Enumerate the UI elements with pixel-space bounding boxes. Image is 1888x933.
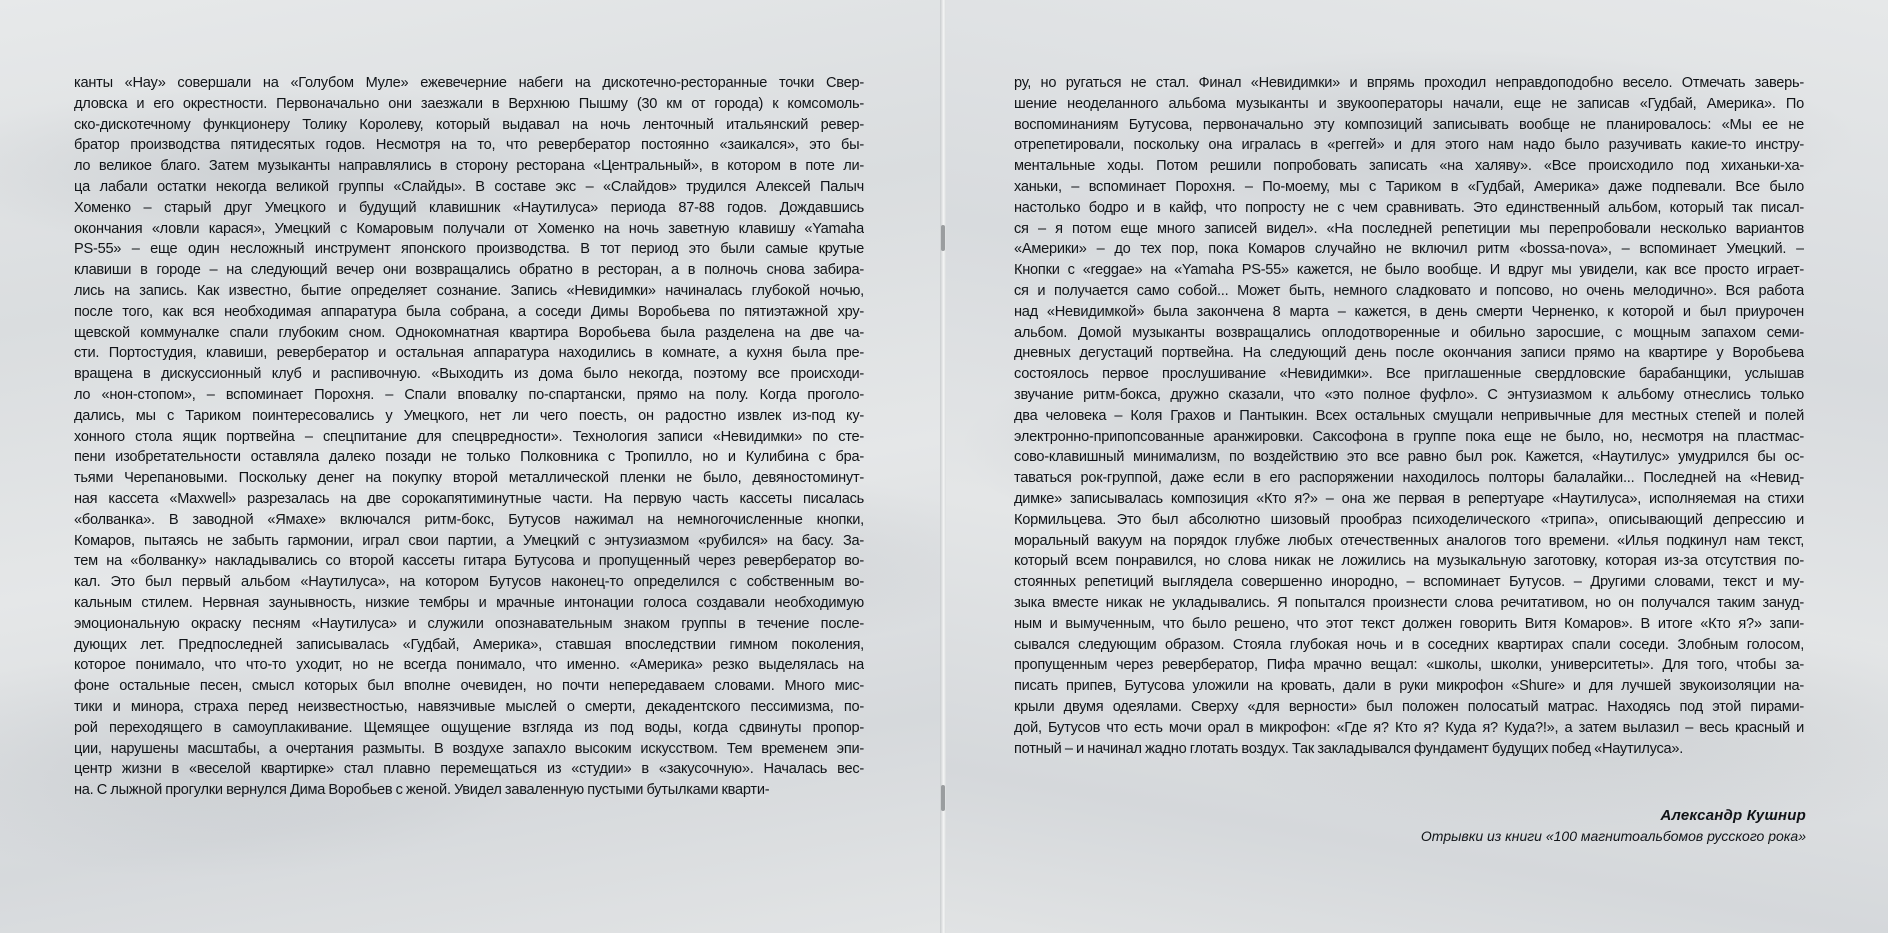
text-line: ся и получается само собой... Может быть, немного сладковато и попсово, но очень мелодично». Вся работа	[1014, 282, 1804, 299]
text-line: альбом. Домой музыканты возвращались оплодотворенные и обильно заросшие, с мощным запахом семи-	[1014, 324, 1804, 341]
text-line: дующих лет. Предпоследней записывалась «Гудбай, Америка», ставшая впоследствии гимном поколения,	[74, 636, 864, 653]
text-line: окончания «ловли карася», Умецкий с Комаровым получали от Хоменко на ночь заветную клавишу «Yamaha	[74, 220, 864, 237]
article-source: Отрывки из книги «100 магнитоальбомов русского рока»	[1420, 828, 1806, 844]
text-line: писать припев, Бутусова уложили на кровать, дали в руки микрофон «Shure» и для лучшей звукоизоляции на-	[1014, 678, 1804, 695]
text-line: пропущенным через ревербератор, Пифа мрачно вещал: «школы, школки, университеты». Для того, чтобы за-	[1014, 657, 1804, 674]
text-line: воспоминаниям Бутусова, первоначально эту композиций записывать вообще не планировалось: «Мы ее не	[1014, 116, 1804, 133]
text-line: Хоменко – старый друг Умецкого и будущий клавишник «Наутилуса» периода 87-88 годов. Дождавшись	[74, 199, 864, 216]
text-line: ца лабали остатки некогда великой группы «Слайды». В составе экс – «Слайдов» трудился Алексей Палыч	[74, 178, 864, 195]
text-line: сывался следующим образом. Стояла глубокая ночь и в соседних квартирах спали соседи. Злобным голосом,	[1014, 636, 1804, 653]
staple-bottom	[941, 785, 945, 811]
text-line: Кнопки с «reggae» на «Yamaha PS-55» кажется, не было вообще. И вдруг мы увидели, как все просто играет-	[1014, 262, 1804, 279]
text-line: ханьки, – вспоминает Порохня. – По-моему, мы с Тариком в «Гудбай, Америка» даже подпевали. Все было	[1014, 178, 1804, 195]
text-line: ся – я потом еще много записей видел». «На последней репетиции мы перепробовали несколько вариантов	[1014, 220, 1804, 237]
text-line: вращена в дискуссионный клуб и распивочную. «Выходить из дома было некогда, поэтому все происходи-	[74, 366, 864, 383]
text-line: тики и минора, страха перед неизвестностью, навязчивые мыслей о смерти, декадентского пессимизма, по-	[74, 698, 864, 715]
text-line: клавиши в городе – на следующий вечер они возвращались обратно в ресторан, а в полночь снова забира-	[74, 262, 864, 279]
text-line: который всем понравился, но слова никак не ложились на музыкальную заготовку, которая из-за отсутствия по-	[1014, 553, 1804, 570]
text-line: шение неоделанного альбома музыканты и звукооператоры начали, еще не записав «Гудбай, Америка». По	[1014, 95, 1804, 112]
text-line: канты «Нау» совершали на «Голубом Муле» ежевечерние набеги на дискотечно-ресторанные точки Свер-	[74, 75, 864, 91]
text-line: звучание ритм-бокса, дружно сказали, что «это полное фуфло». С энтузиазмом к альбому отнеслись только	[1014, 386, 1804, 403]
text-line: над «Невидимкой» была закончена 8 марта – кажется, в день смерти Черненко, к которой и был приурочен	[1014, 303, 1804, 320]
text-line: потный – и начинал жадно глотать воздух. Так закладывался фундамент будущих побед «Наутилуса».	[1014, 740, 1684, 757]
text-line: PS-55» – еще один несложный инструмент японского производства. В тот период это были самые крутые	[74, 241, 864, 258]
text-line: настолько бодро и в кайф, что попросту не с чем сравнивать. Это единственный альбом, который так писал-	[1014, 199, 1804, 216]
text-line: ло «нон-стопом», – вспоминает Порохня. – Спали вповалку по-спартански, прямо на полу. Когда проголо-	[74, 386, 864, 403]
text-line: отрепетировали, поскольку она игралась в «реггей» и для этого нам надо было разучивать какие-то инстру-	[1014, 137, 1804, 154]
text-line: ным и вымученным, что было решено, что этот текст должен говорить Витя Комаров». В итоге «Кто я?» запи-	[1014, 615, 1804, 632]
text-line: братор производства пятидесятых годов. Несмотря на то, что ревербератор постоянно «заикался», это бы-	[74, 137, 864, 154]
text-line: Кормильцева. Это был абсолютно шизовый прообраз психоделического «трипа», описывающий депрессию и	[1014, 511, 1804, 528]
text-line: Комаров, пытаясь не забыть гармонии, играл свои партии, а Умецкий с энтузиазмом «рубился» на басу. За-	[74, 532, 864, 549]
text-line: ментальные ходы. Потом решили попробовать записать «на халяву». «Все происходило под хиханьки-ха-	[1014, 158, 1804, 175]
text-line: крыли двумя одеялами. Сверху «для верности» был положен полосатый матрас. Находясь под этой пирами-	[1014, 698, 1804, 715]
text-line: стоянных репетиций выглядела совершенно инородно, – вспоминает Бутусов. – Другими словами, текст и му-	[1014, 574, 1804, 591]
text-line: рой переходящего в самоуплакивание. Щемящее ощущение взгляда из под воды, когда сдвинуты пропор-	[74, 719, 864, 736]
text-line: ло великое благо. Затем музыканты направлялись в сторону ресторана «Центральный», в котором в поте ли-	[74, 158, 864, 175]
text-line: дневных дегустаций портвейна. На следующий день после окончания записи прямо на квартире у Воробьева	[1014, 345, 1804, 362]
text-line: ру, но ругаться не стал. Финал «Невидимки» и впрямь проходил неправдоподобно весело. Отмечать заверь-	[1014, 75, 1804, 91]
text-line: ции, нарушены масштабы, а очертания размыты. В воздухе запахло высоким искусством. Тем временем эпи-	[74, 740, 864, 757]
article-author: Александр Кушнир	[1660, 807, 1806, 824]
text-line: дой, Бутусов что есть мочи орал в микрофон: «Где я? Кто я? Куда я? Куда?!», а затем вылазил – весь красный и	[1014, 719, 1804, 736]
text-line: тем на «болванку» накладывались со второй кассеты гитара Бутусова и пропущенный через ревербератор во-	[74, 553, 864, 570]
text-line: «Америки» – до тех пор, пока Комаров случайно не включил ритм «bossa-nova», – вспоминает Умецкий. –	[1014, 241, 1804, 258]
left-page	[0, 0, 942, 933]
right-page	[946, 0, 1888, 933]
text-line: после того, как вся необходимая аппаратура была собрана, а соседи Димы Воробьева по пятиэтажной хру-	[74, 303, 864, 320]
text-line: лись на запись. Как известно, бытие определяет сознание. Запись «Невидимки» начиналась глубокой ночью,	[74, 282, 864, 299]
text-line: которое понимало, что что-то уходит, но не всегда понимало, что именно. «Америка» резко выделялась на	[74, 657, 864, 674]
text-line: дались, мы с Тариком поинтересовались у Умецкого, нет ли чего поесть, он радостно извлек из-под ку-	[74, 407, 864, 424]
text-line: ная кассета «Maxwell» разрезалась на две сорокапятиминутные части. На первую часть кассеты писалась	[74, 490, 864, 507]
text-line: сти. Портостудия, клавиши, ревербератор и остальная аппаратура находились в комнате, а кухня была пре-	[74, 345, 864, 362]
text-line: димке» записывалась композиция «Кто я?» – она же первая в репертуаре «Наутилуса», исполняемая на стихи	[1014, 490, 1804, 507]
text-line: на. С лыжной прогулки вернулся Дима Воробьев с женой. Увидел заваленную пустыми бутылками кварти-	[74, 782, 770, 799]
right-page-text	[1014, 73, 1804, 759]
text-line: ско-дискотечному функционеру Толику Королеву, который выдавал на ночь ленточный итальянский ревер-	[74, 116, 864, 133]
text-line: дловска и его окрестности. Первоначально они заезжали в Верхнюю Пышму (30 км от города) к комсомоль-	[74, 95, 864, 112]
text-line: кальным стилем. Нервная заунывность, низкие тембры и мрачные интонации голоса создавали необходимую	[74, 594, 864, 611]
text-line: сово-клавишный минимализм, по воздействию это все равно был рок. Кажется, «Наутилус» умудрился бы ос-	[1014, 449, 1804, 466]
text-line: состоялось первое прослушивание «Невидимки». Все приглашенные свердловские барабанщики, услышав	[1014, 366, 1804, 383]
text-line: эмоциональную окраску песням «Наутилуса» и служили опознавательным знаком группы в течение после-	[74, 615, 864, 632]
text-line: тьями Черепановыми. Поскольку денег на покупку второй металлической пленки не было, девяностоминут-	[74, 470, 864, 487]
text-line: центр жизни в «веселой квартирке» стал плавно перемещаться из «студии» в «закусочную». Началась вес-	[74, 761, 864, 778]
text-line: таваться рок-группой, даже если в его распоряжении находилось полторы балалайки... Последней на «Невид-	[1014, 470, 1804, 487]
text-line: электронно-припопсованные аранжировки. Саксофона в группе пока еще не было, но, несмотря на пластмас-	[1014, 428, 1804, 445]
text-line: два человека – Коля Грахов и Пантыкин. Всех остальных смущали непривычные для местных степей и полей	[1014, 407, 1804, 424]
text-line: щевской коммуналке спали глубоким сном. Однокомнатная квартира Воробьева была разделена на две ча-	[74, 324, 864, 341]
text-line: моральный вакуум на порядок глубже любых отечественных аналогов того времени. «Илья подкинул нам текст,	[1014, 532, 1804, 549]
text-line: хонного стола ящик портвейна – спецпитание для спецвредности». Технология записи «Невидимки» по сте-	[74, 428, 864, 445]
staple-top	[941, 225, 945, 251]
text-line: зыка вместе никак не укладывались. Я попытался произнести слова речитативом, но он получался таким зануд-	[1014, 594, 1804, 611]
left-page-text	[74, 73, 864, 801]
text-line: «болванка». В заводной «Ямахе» включался ритм-бокс, Бутусов нажимал на немногочисленные кнопки,	[74, 511, 864, 528]
text-line: кал. Это был первый альбом «Наутилуса», на котором Бутусов наконец-то определился с собственным во-	[74, 574, 864, 591]
text-line: фоне остальные песен, смысл которых был вполне очевиден, но почти непередаваем словами. Много мис-	[74, 678, 864, 695]
text-line: пени изобретательности оставляла далеко позади не только Полковника с Тропилло, но и Кулибина с бра-	[74, 449, 864, 466]
